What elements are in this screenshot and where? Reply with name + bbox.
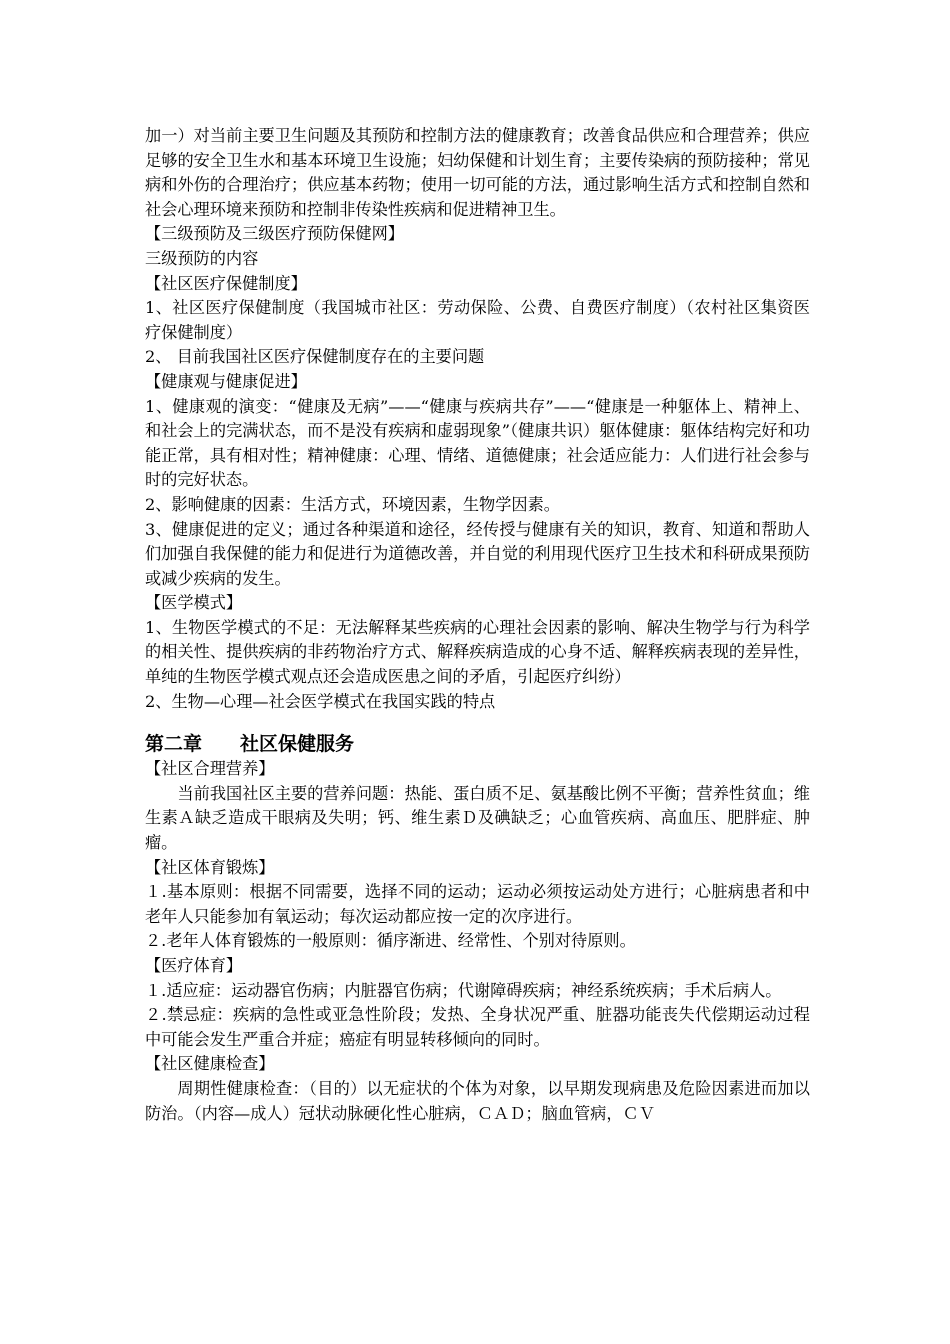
section-heading-community-nutrition: 【社区合理营养】 xyxy=(145,759,275,779)
section-heading-community-exercise: 【社区体育锻炼】 xyxy=(145,857,275,877)
paragraph-medical-model-1: 1、生物医学模式的不足：无法解释某些疾病的心理社会因素的影响、解决生物学与行为科学的相关性、提供疾病的非药物治疗方式、解释疾病造成的心身不适、解释疾病表现的差异性，单纯的生物医学模式观点还会造成医患之间的矛盾，引起医疗纠纷） xyxy=(145,617,810,687)
section-heading-community-checkup: 【社区健康检查】 xyxy=(145,1054,275,1074)
document-page xyxy=(145,124,810,1126)
paragraph-community-care-system-1: 1、社区医疗保健制度（我国城市社区：劳动保险、公费、自费医疗制度）（农村社区集资医疗保健制度） xyxy=(145,298,810,342)
paragraph-health-concept-1: 1、健康观的演变：“健康及无病”——“健康与疾病共存”——“健康是一种躯体上、精神上、和社会上的完满状态，而不是没有疾病和虚弱现象”（健康共识）躯体健康：躯体结构完好和功能正常，具有相对性；精神健康：心理、情绪、道德健康；社会适应能力：人们进行社会参与时的完好状态。 xyxy=(145,396,810,490)
section-heading-medical-model: 【医学模式】 xyxy=(145,593,243,613)
paragraph-community-nutrition: 当前我国社区主要的营养问题：热能、蛋白质不足、氨基酸比例不平衡；营养性贫血；维生素Ａ缺乏造成干眼病及失明；钙、维生素Ｄ及碘缺乏；心血管疾病、高血压、肥胖症、肿瘤。 xyxy=(145,783,810,853)
paragraph-community-exercise-2: ２.老年人体育锻炼的一般原则：循序渐进、经常性、个别对待原则。 xyxy=(145,931,636,951)
paragraph-health-concept-3: 3、健康促进的定义；通过各种渠道和途径，经传授与健康有关的知识，教育、知道和帮助人们加强自我保健的能力和促进行为道德改善，并自觉的利用现代医疗卫生技术和科研成果预防或减少疾病的发生。 xyxy=(145,519,810,588)
section-heading-community-care-system: 【社区医疗保健制度】 xyxy=(145,273,307,293)
paragraph-three-level-prevention-content: 三级预防的内容 xyxy=(145,248,259,268)
paragraph-primary-health-care-content: 加一）对当前主要卫生问题及其预防和控制方法的健康教育；改善食品供应和合理营养；供应足够的安全卫生水和基本环境卫生设施；妇幼保健和计划生育；主要传染病的预防接种；常见病和外伤的合理治疗；供应基本药物；使用一切可能的方法，通过影响生活方式和控制自然和社会心理环境来预防和控制非传染性疾病和促进精神卫生。 xyxy=(145,126,810,219)
paragraph-community-checkup: 周期性健康检查：（目的）以无症状的个体为对象，以早期发现病患及危险因素进而加以防治。（内容—成人）冠状动脉硬化性心脏病，ＣＡＤ；脑血管病，ＣＶ xyxy=(145,1078,810,1123)
paragraph-medical-exercise-1: １.适应症：运动器官伤病；内脏器官伤病；代谢障碍疾病；神经系统疾病；手术后病人。 xyxy=(145,980,782,1000)
chapter-title: 第二章 社区保健服务 xyxy=(145,733,355,756)
paragraph-medical-exercise-2: ２.禁忌症：疾病的急性或亚急性阶段；发热、全身状况严重、脏器功能丧失代偿期运动过程中可能会发生严重合并症；癌症有明显转移倾向的同时。 xyxy=(145,1005,810,1049)
section-heading-three-level-prevention: 【三级预防及三级医疗预防保健网】 xyxy=(145,224,404,244)
paragraph-health-concept-2: 2、影响健康的因素：生活方式，环境因素，生物学因素。 xyxy=(145,494,560,514)
paragraph-community-care-system-2: 2、 目前我国社区医疗保健制度存在的主要问题 xyxy=(145,347,485,367)
paragraph-medical-model-2: 2、生物—心理—社会医学模式在我国实践的特点 xyxy=(145,691,496,711)
section-heading-health-concept: 【健康观与健康促进】 xyxy=(145,371,307,391)
section-heading-medical-exercise: 【医疗体育】 xyxy=(145,956,243,975)
paragraph-community-exercise-1: １.基本原则：根据不同需要，选择不同的运动；运动必须按运动处方进行；心脏病患者和中老年人只能参加有氧运动；每次运动都应按一定的次序进行。 xyxy=(145,882,810,926)
